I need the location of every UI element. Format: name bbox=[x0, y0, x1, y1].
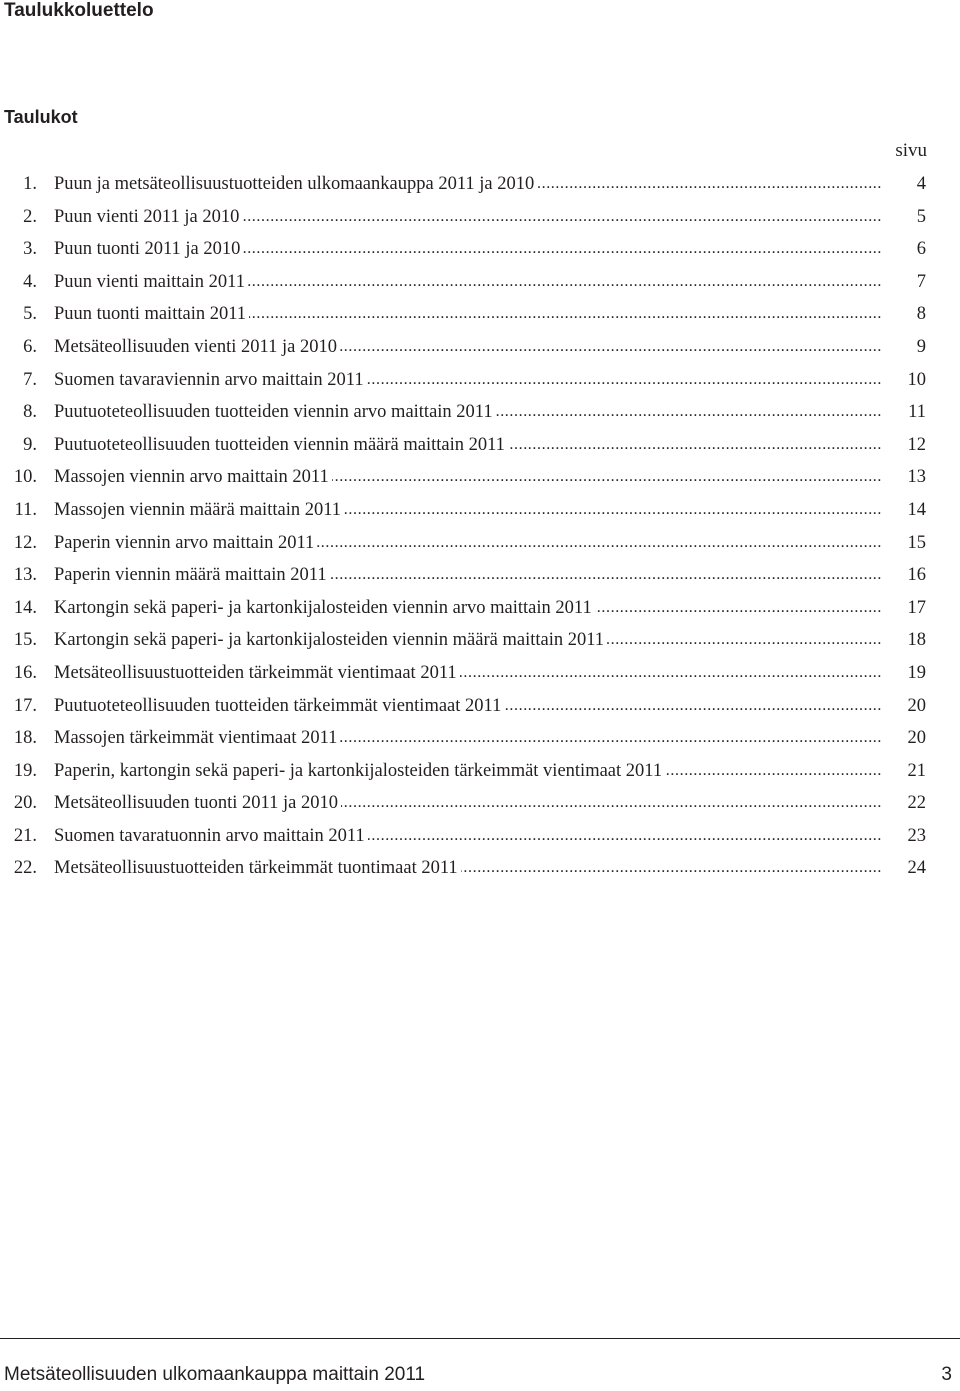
toc-entry-number: 7. bbox=[23, 369, 37, 390]
toc-entry[interactable] bbox=[0, 301, 960, 334]
toc-entry-title bbox=[54, 823, 882, 849]
toc-entry-page: 7 bbox=[916, 271, 926, 292]
toc-entry-title bbox=[54, 204, 882, 230]
toc-entry[interactable] bbox=[0, 236, 960, 269]
toc-entry-page: 15 bbox=[907, 532, 926, 553]
toc-entry-page: 4 bbox=[916, 174, 926, 194]
footer-title: Metsäteollisuuden ulkomaankauppa maittain 2011 bbox=[4, 1364, 426, 1385]
toc-entry[interactable] bbox=[0, 627, 960, 660]
section-heading: Taulukot bbox=[4, 107, 78, 127]
toc-entry[interactable] bbox=[0, 432, 960, 465]
toc-entry[interactable] bbox=[0, 497, 960, 530]
toc-entry-number: 6. bbox=[23, 336, 37, 357]
toc-entry-number: 20. bbox=[13, 793, 37, 814]
toc-entry-title-text: Suomen tavaratuonnin arvo maittain 2011 bbox=[54, 826, 368, 846]
toc-entry[interactable] bbox=[0, 725, 960, 758]
toc-entry-page: 13 bbox=[907, 467, 926, 488]
toc-entry-page: 18 bbox=[907, 630, 926, 651]
toc-entry-title bbox=[54, 269, 882, 295]
toc-entry-title-text: Massojen tärkeimmät vientimaat 2011 bbox=[54, 728, 340, 748]
toc-entry-number: 2. bbox=[23, 206, 37, 227]
toc-entry-page: 20 bbox=[907, 695, 926, 716]
toc-entry-page: 17 bbox=[907, 597, 926, 618]
toc-entry[interactable] bbox=[0, 171, 960, 204]
toc-entry-title bbox=[54, 236, 882, 262]
toc-entry-number: 8. bbox=[23, 402, 37, 423]
toc-entry-title bbox=[54, 497, 882, 523]
toc-entry-number: 3. bbox=[23, 239, 37, 260]
toc-entry-page: 5 bbox=[916, 206, 926, 227]
toc-entry[interactable] bbox=[0, 464, 960, 497]
toc-entry-title-text: Puutuoteteollisuuden tuotteiden tärkeimmät vientimaat 2011 bbox=[54, 696, 504, 716]
toc-entry[interactable] bbox=[0, 758, 960, 791]
toc-entry-title-text: Kartongin sekä paperi- ja kartonkijalosteiden viennin arvo maittain 2011 bbox=[54, 598, 595, 618]
toc-entry-page: 16 bbox=[907, 565, 926, 586]
toc-entry-page: 12 bbox=[907, 434, 926, 455]
toc-entry-page: 19 bbox=[907, 662, 926, 683]
toc-entry[interactable] bbox=[0, 660, 960, 693]
toc-entry-title bbox=[54, 855, 882, 881]
toc-entry[interactable] bbox=[0, 790, 960, 823]
toc-entry-title-text: Metsäteollisuustuotteiden tärkeimmät tuontimaat 2011 bbox=[54, 858, 461, 878]
page-column-label: sivu bbox=[895, 140, 927, 161]
toc-entry-page: 8 bbox=[916, 304, 926, 325]
page-header-title: Taulukkoluettelo bbox=[4, 0, 154, 21]
toc-entry-title bbox=[54, 367, 882, 393]
toc-entry-page: 20 bbox=[907, 728, 926, 749]
toc-entry[interactable] bbox=[0, 399, 960, 432]
toc-entry-title-text: Kartongin sekä paperi- ja kartonkijalosteiden viennin määrä maittain 2011 bbox=[54, 630, 607, 650]
toc-entry-number: 9. bbox=[23, 434, 37, 455]
toc-entry-number: 12. bbox=[13, 532, 37, 553]
toc-entry-page: 21 bbox=[907, 760, 926, 781]
toc-entry-page: 10 bbox=[907, 369, 926, 390]
toc-entry-title-text: Puun vienti 2011 ja 2010 bbox=[54, 207, 242, 227]
toc-entry-title-text: Massojen viennin arvo maittain 2011 bbox=[54, 467, 332, 487]
toc-entry-title-text: Puun vienti maittain 2011 bbox=[54, 272, 248, 292]
toc-entry-page: 11 bbox=[908, 402, 926, 423]
toc-entry[interactable] bbox=[0, 269, 960, 302]
toc-entry-page: 6 bbox=[916, 239, 926, 260]
toc-entry[interactable] bbox=[0, 693, 960, 726]
toc-entry-title-text: Paperin viennin arvo maittain 2011 bbox=[54, 533, 317, 553]
toc-entry-title-text: Puun tuonti maittain 2011 bbox=[54, 304, 249, 324]
toc-entry-title bbox=[54, 693, 882, 719]
toc-entry-title bbox=[54, 399, 882, 425]
toc-entry-number: 13. bbox=[13, 565, 37, 586]
toc-entry-title-text: Paperin, kartongin sekä paperi- ja kartonkijalosteiden tärkeimmät vientimaat 2011 bbox=[54, 761, 665, 781]
toc-entry[interactable] bbox=[0, 204, 960, 237]
toc-entry[interactable] bbox=[0, 367, 960, 400]
toc-entry-number: 18. bbox=[13, 728, 37, 749]
toc-entry-title bbox=[54, 562, 882, 588]
toc-entry-title-text: Puutuoteteollisuuden tuotteiden viennin arvo maittain 2011 bbox=[54, 402, 496, 422]
toc-entry-title bbox=[54, 627, 882, 653]
toc-entry-title bbox=[54, 725, 882, 751]
toc-entry-number: 16. bbox=[13, 662, 37, 683]
toc-entry[interactable] bbox=[0, 595, 960, 628]
toc-entry-page: 22 bbox=[907, 793, 926, 814]
toc-entry[interactable] bbox=[0, 530, 960, 563]
toc-entry-title-text: Paperin viennin määrä maittain 2011 bbox=[54, 565, 330, 585]
toc-entry[interactable] bbox=[0, 823, 960, 856]
toc-entry-number: 17. bbox=[13, 695, 37, 716]
toc-entry-title-text: Suomen tavaraviennin arvo maittain 2011 bbox=[54, 370, 367, 390]
toc-entry-number: 11. bbox=[14, 499, 37, 520]
toc-entry-title-text: Puutuoteteollisuuden tuotteiden viennin määrä maittain 2011 bbox=[54, 435, 508, 455]
toc-entry-title bbox=[54, 660, 882, 686]
toc-entry-title bbox=[54, 301, 882, 327]
toc-entry-number: 15. bbox=[13, 630, 37, 651]
toc-entry-title bbox=[54, 758, 882, 784]
toc-entry-page: 24 bbox=[907, 858, 926, 879]
toc-entry-title bbox=[54, 530, 882, 556]
toc-entry-page: 14 bbox=[907, 499, 926, 520]
toc-entry-title bbox=[54, 790, 882, 816]
toc-entry-title bbox=[54, 334, 882, 360]
toc-entry-number: 22. bbox=[13, 858, 37, 879]
toc-entry-number: 5. bbox=[23, 304, 37, 325]
toc-entry[interactable] bbox=[0, 334, 960, 367]
toc-entry-title-text: Metsäteollisuuden tuonti 2011 ja 2010 bbox=[54, 793, 341, 813]
toc-entry-title-text: Massojen viennin määrä maittain 2011 bbox=[54, 500, 344, 520]
toc-entry-page: 9 bbox=[916, 336, 926, 357]
toc-entry-number: 21. bbox=[13, 825, 37, 846]
toc-entry-number: 14. bbox=[13, 597, 37, 618]
toc-entry-title-text: Puun tuonti 2011 ja 2010 bbox=[54, 239, 243, 259]
toc-entry-number: 19. bbox=[13, 760, 37, 781]
toc-entry[interactable] bbox=[0, 855, 960, 888]
footer-divider bbox=[0, 1338, 960, 1339]
toc-entry-number: 10. bbox=[13, 467, 37, 488]
toc-entry-number: 4. bbox=[23, 271, 37, 292]
toc-entry-title-text: Metsäteollisuustuotteiden tärkeimmät vientimaat 2011 bbox=[54, 663, 460, 683]
toc-entry-title bbox=[54, 595, 882, 621]
toc-entry-title bbox=[54, 432, 882, 458]
footer-page-number: 3 bbox=[941, 1364, 952, 1385]
toc-entry-title-text: Puun ja metsäteollisuustuotteiden ulkomaankauppa 2011 ja 2010 bbox=[54, 174, 537, 194]
toc-entry-title bbox=[54, 171, 882, 197]
toc-entry-title bbox=[54, 464, 882, 490]
toc-entry-page: 23 bbox=[907, 825, 926, 846]
toc-entry[interactable] bbox=[0, 562, 960, 595]
toc-entry-number: 1. bbox=[23, 174, 37, 194]
table-of-contents bbox=[0, 171, 960, 888]
toc-entry-title-text: Metsäteollisuuden vienti 2011 ja 2010 bbox=[54, 337, 340, 357]
